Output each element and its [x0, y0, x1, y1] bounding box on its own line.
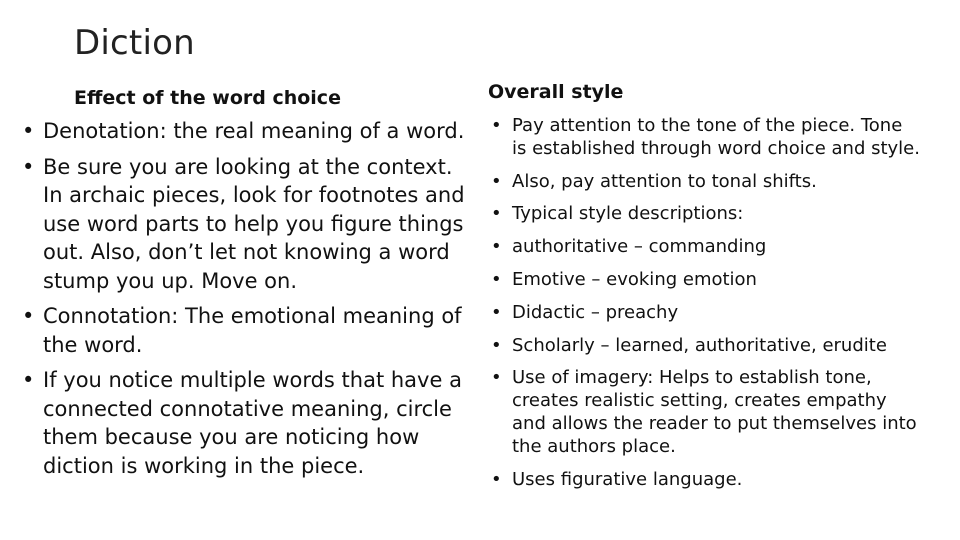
list-item	[22, 302, 474, 359]
bullet-icon: •	[491, 367, 502, 389]
list-item-text: Didactic – preachy	[512, 301, 679, 323]
bullet-icon: •	[491, 115, 502, 136]
list-item-text: Scholarly – learned, authoritative, erudite	[512, 334, 887, 356]
list-item	[491, 171, 921, 194]
bullet-icon: •	[22, 304, 35, 328]
list-item-text: Uses figurative language.	[512, 468, 743, 490]
list-item-text: Emotive – evoking emotion	[512, 268, 757, 290]
list-item	[22, 117, 474, 146]
list-item-text: Typical style descriptions:	[512, 203, 744, 225]
list-item	[491, 367, 921, 458]
list-item	[22, 366, 474, 480]
bullet-icon: •	[22, 368, 35, 392]
list-item	[491, 335, 921, 358]
bullet-icon: •	[491, 334, 502, 356]
list-item-text: If you notice multiple words that have a connected connotative meaning, circle them because you are noticing how diction is working in the piece.	[43, 368, 462, 478]
bullet-icon: •	[491, 268, 502, 290]
right-column-heading: Overall style	[488, 81, 624, 103]
list-item	[491, 302, 921, 325]
list-item-text: Connotation: The emotional meaning of the word.	[43, 304, 462, 357]
bullet-icon: •	[22, 154, 35, 179]
bullet-icon: •	[22, 119, 35, 143]
bullet-icon: •	[491, 203, 502, 225]
left-bullet-list	[22, 117, 474, 487]
list-item-text: Denotation: the real meaning of a word.	[43, 119, 465, 143]
list-item-text: Also, pay attention to tonal shifts.	[512, 170, 817, 192]
list-item-text: authoritative – commanding	[512, 236, 767, 258]
bullet-icon: •	[491, 301, 502, 323]
bullet-icon: •	[491, 468, 502, 490]
bullet-icon: •	[491, 236, 502, 258]
list-item-text: Be sure you are looking at the context. In archaic pieces, look for footnotes and use word parts to help you figure things out. Also, don’t let not knowing a word stump you up. Move on.	[43, 154, 465, 293]
list-item	[491, 115, 921, 161]
list-item	[491, 469, 921, 492]
list-item	[491, 269, 921, 292]
left-column-heading: Effect of the word choice	[74, 87, 341, 109]
list-item	[491, 236, 921, 259]
list-item-text: Pay attention to the tone of the piece. Tone is established through word choice and style.	[512, 115, 920, 159]
slide-title: Diction	[74, 23, 195, 63]
list-item	[491, 203, 921, 226]
list-item-text: Use of imagery: Helps to establish tone, creates realistic setting, creates empathy and allows the reader to put themselves into the authors place.	[512, 367, 917, 457]
bullet-icon: •	[491, 170, 502, 192]
right-bullet-list	[491, 115, 921, 501]
list-item	[22, 153, 474, 296]
